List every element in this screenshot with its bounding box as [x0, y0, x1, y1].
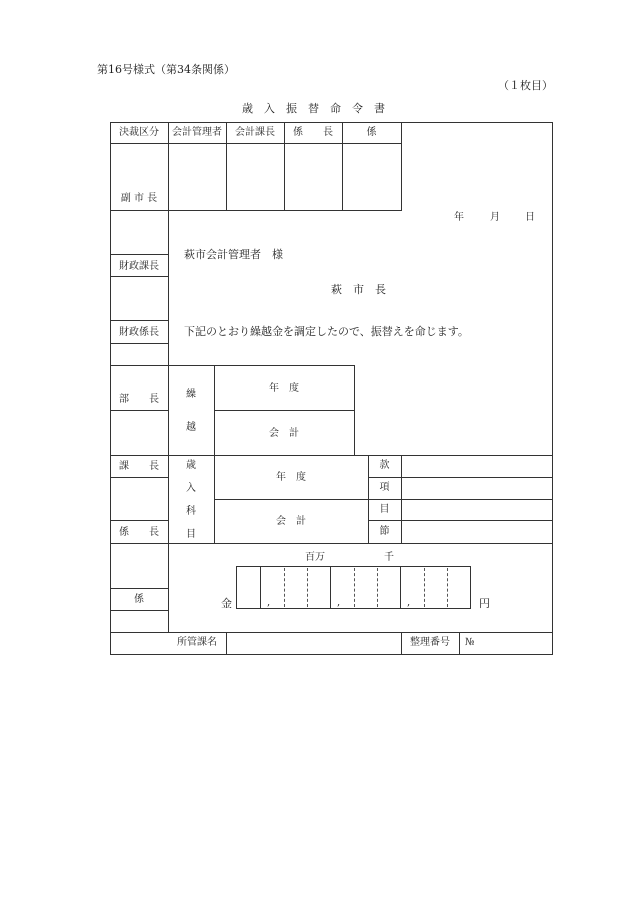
digit-line	[284, 568, 285, 607]
label-deputy-mayor: 副 市 長	[120, 193, 158, 204]
label-finance-chief: 財政課長	[119, 261, 159, 272]
category-kou: 項	[379, 482, 390, 493]
carryover-mid-line	[214, 410, 354, 411]
revenue-label-char: 目	[186, 529, 196, 540]
approval-col-line-4	[401, 122, 402, 211]
ref-label: 整理番号	[410, 637, 450, 648]
carryover-label-top: 繰	[186, 389, 196, 400]
footer-line-3	[459, 632, 460, 655]
revenue-account: 会 計	[276, 516, 306, 527]
category-setsu: 節	[379, 526, 390, 537]
revenue-fiscal-year: 年 度	[276, 472, 306, 483]
digit-line	[447, 568, 448, 607]
label-subsection-chief: 係 長	[119, 527, 159, 538]
carryover-label-bottom: 越	[186, 422, 196, 433]
approval-box-bottom	[110, 210, 401, 211]
header-row-line	[110, 143, 401, 144]
letter-body: 下記のとおり繰越金を調定したので、振替えを命じます。	[184, 325, 469, 338]
amount-top-line	[110, 543, 552, 544]
digit-comma: ,	[337, 597, 341, 608]
digit-group-line	[330, 566, 331, 609]
label-section-chief: 課 長	[119, 461, 159, 472]
left-col-sep	[110, 410, 168, 411]
approval-header-accounting-chief: 会計課長	[235, 127, 275, 138]
date-year: 年	[454, 212, 464, 223]
carryover-fiscal-year: 年 度	[269, 383, 299, 394]
digit-group-line	[400, 566, 401, 609]
addressee: 萩市会計管理者 様	[184, 248, 283, 261]
form-number: 第16号様式（第34条関係）	[97, 63, 235, 76]
left-col-sep	[110, 588, 168, 589]
frame-right	[552, 122, 553, 655]
approval-header-staff: 係	[366, 127, 377, 138]
revenue-label-char: 歳	[186, 460, 196, 471]
form-title: 歳 入 振 替 命 令 書	[242, 102, 385, 115]
left-col-sep	[110, 343, 168, 344]
yen-label: 円	[479, 597, 490, 610]
carryover-right-line	[354, 365, 355, 456]
frame-top	[110, 122, 552, 123]
left-col-sep	[110, 520, 168, 521]
approval-header-decision: 決裁区分	[119, 127, 159, 138]
label-staff: 係	[134, 594, 144, 605]
million-label: 百万	[305, 552, 325, 563]
category-kan: 款	[379, 460, 390, 471]
digit-comma: ,	[407, 597, 411, 608]
left-col-sep	[110, 610, 168, 611]
ref-number-field[interactable]: №	[465, 637, 475, 648]
digit-line	[424, 568, 425, 607]
digit-line	[377, 568, 378, 607]
sender: 萩 市 長	[331, 283, 386, 296]
date-month: 月	[490, 212, 500, 223]
approval-header-accountant: 会計管理者	[172, 127, 222, 138]
digit-group-line	[260, 566, 261, 609]
kan-kou-line	[368, 477, 552, 478]
frame-bottom	[110, 654, 552, 655]
label-director: 部 長	[119, 394, 159, 405]
carryover-top-line	[110, 365, 354, 366]
category-moku: 目	[379, 504, 390, 515]
digit-line	[354, 568, 355, 607]
revenue-mid-line	[214, 499, 552, 500]
approval-header-subsection-chief: 係 長	[293, 127, 333, 138]
footer-line-1	[226, 632, 227, 655]
revenue-label-char: 科	[186, 506, 196, 517]
moku-setsu-line	[368, 520, 552, 521]
label-finance-subchief: 財政係長	[119, 327, 159, 338]
date-day: 日	[525, 212, 535, 223]
amount-label: 金	[221, 597, 232, 610]
dept-label: 所管課名	[177, 637, 217, 648]
thousand-label: 千	[384, 552, 394, 563]
left-col-sep	[110, 477, 168, 478]
left-col-sep	[110, 320, 168, 321]
revenue-top-line	[110, 455, 552, 456]
left-column-line	[168, 122, 169, 633]
footer-top-line	[110, 632, 552, 633]
carryover-account: 会 計	[269, 428, 299, 439]
revenue-label-char: 入	[186, 483, 196, 494]
category-value-line	[401, 455, 402, 544]
digit-comma: ,	[267, 597, 271, 608]
left-col-sep	[110, 254, 168, 255]
left-col-sep	[110, 276, 168, 277]
digit-line	[307, 568, 308, 607]
sheet-label: （１枚目）	[498, 79, 553, 92]
